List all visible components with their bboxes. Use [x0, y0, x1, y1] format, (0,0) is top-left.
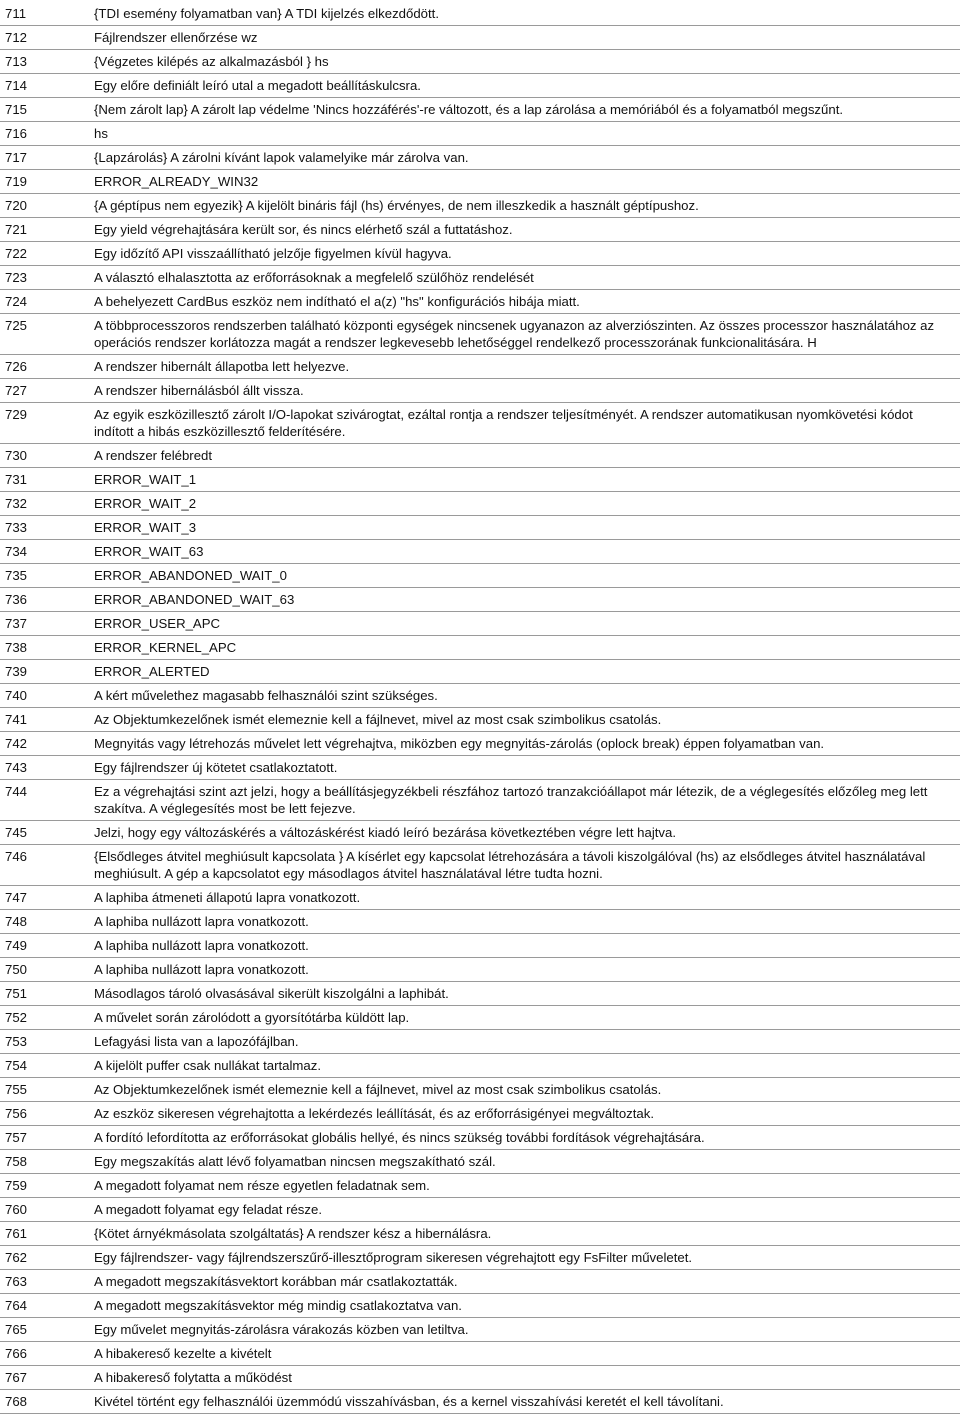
error-code-number: 758 [5, 1154, 28, 1169]
error-message-text: Az Objektumkezelőnek ismét elemeznie kell a fájlnevet, mivel az most csak szimbolikus csatolás. [94, 1082, 662, 1097]
error-code-number: 768 [5, 1394, 28, 1409]
error-code-number: 747 [5, 890, 28, 905]
error-code-number: 748 [5, 914, 28, 929]
table-row [0, 612, 960, 636]
error-code-number: 738 [5, 640, 28, 655]
table-row [0, 982, 960, 1006]
error-message-text: ERROR_ALREADY_WIN32 [94, 174, 259, 189]
error-code-number: 717 [5, 150, 28, 165]
error-message-text: {TDI esemény folyamatban van} A TDI kijelzés elkezdődött. [94, 6, 440, 21]
error-code-number: 723 [5, 270, 28, 285]
table-row [0, 821, 960, 845]
table-row [0, 266, 960, 290]
error-message-text: A megadott megszakításvektor még mindig csatlakoztatva van. [94, 1298, 462, 1313]
error-code-number: 735 [5, 568, 28, 583]
table-row [0, 934, 960, 958]
error-message-text: A választó elhalasztotta az erőforrásoknak a megfelelő szülőhöz rendelését [94, 270, 534, 285]
table-row [0, 314, 960, 355]
error-code-number: 746 [5, 849, 28, 864]
table-row [0, 910, 960, 934]
error-message-text: A laphiba nullázott lapra vonatkozott. [94, 962, 309, 977]
error-code-number: 750 [5, 962, 28, 977]
table-row [0, 1150, 960, 1174]
error-message-text: Egy megszakítás alatt lévő folyamatban nincsen megszakítható szál. [94, 1154, 496, 1169]
error-code-number: 719 [5, 174, 28, 189]
error-code-number: 724 [5, 294, 28, 309]
error-message-text: Egy előre definiált leíró utal a megadott beállításkulcsra. [94, 78, 421, 93]
table-row [0, 1198, 960, 1222]
error-message-text: ERROR_WAIT_2 [94, 496, 197, 511]
error-message-text: Egy időzítő API visszaállítható jelzője figyelmen kívül hagyva. [94, 246, 452, 261]
error-code-number: 760 [5, 1202, 28, 1217]
table-row [0, 780, 960, 821]
table-row [0, 540, 960, 564]
error-message-text: {Elsődleges átvitel meghiúsult kapcsolata } A kísérlet egy kapcsolat létrehozására a távoli kiszolgálóval (hs) az elsődleges átvitel használatával meghiúsult. A gép a kapcsolatot egy másodlagos átvitel használatával létre tudta hozni. [94, 849, 926, 881]
table-row [0, 50, 960, 74]
error-code-number: 745 [5, 825, 28, 840]
error-message-text: ERROR_ABANDONED_WAIT_0 [94, 568, 287, 583]
error-code-number: 749 [5, 938, 28, 953]
table-row [0, 218, 960, 242]
table-row [0, 886, 960, 910]
error-code-number: 737 [5, 616, 28, 631]
error-message-text: ERROR_WAIT_63 [94, 544, 204, 559]
error-message-text: Másodlagos tároló olvasásával sikerült kiszolgálni a laphibát. [94, 986, 449, 1001]
error-message-text: A hibakereső kezelte a kivételt [94, 1346, 272, 1361]
error-message-text: A rendszer hibernálásból állt vissza. [94, 383, 304, 398]
error-message-text: Kivétel történt egy felhasználói üzemmódú visszahívásban, és a kernel visszahívási keretét el kell távolítani. [94, 1394, 724, 1409]
error-message-text: A fordító lefordította az erőforrásokat globális hellyé, és nincs szükség további fordítások végrehajtására. [94, 1130, 705, 1145]
table-row [0, 492, 960, 516]
table-row [0, 516, 960, 540]
table-row [0, 845, 960, 886]
error-code-number: 725 [5, 318, 28, 333]
error-code-number: 765 [5, 1322, 28, 1337]
error-code-number: 713 [5, 54, 28, 69]
error-message-text: Az egyik eszközillesztő zárolt I/O-lapokat szivárogtat, ezáltal rontja a rendszer teljesítményét. A rendszer automatikusan nyomkövetési kódot indított a hibás eszközillesztő felderítésére. [94, 407, 913, 439]
table-row [0, 1270, 960, 1294]
error-code-number: 742 [5, 736, 28, 751]
error-message-text: {Kötet árnyékmásolata szolgáltatás} A rendszer kész a hibernálásra. [94, 1226, 492, 1241]
table-row [0, 1126, 960, 1150]
error-message-text: ERROR_ALERTED [94, 664, 210, 679]
error-message-text: {Végzetes kilépés az alkalmazásból } hs [94, 54, 329, 69]
table-row [0, 1030, 960, 1054]
error-code-number: 714 [5, 78, 28, 93]
table-row [0, 1174, 960, 1198]
table-row [0, 1390, 960, 1414]
table-row [0, 74, 960, 98]
error-message-text: {Lapzárolás} A zárolni kívánt lapok valamelyike már zárolva van. [94, 150, 469, 165]
error-code-number: 715 [5, 102, 28, 117]
error-code-number: 743 [5, 760, 28, 775]
error-code-number: 739 [5, 664, 28, 679]
table-row [0, 122, 960, 146]
table-row [0, 468, 960, 492]
table-row [0, 1054, 960, 1078]
table-row [0, 194, 960, 218]
error-code-number: 754 [5, 1058, 28, 1073]
table-row [0, 1318, 960, 1342]
error-code-number: 744 [5, 784, 28, 799]
error-message-text: A megadott folyamat egy feladat része. [94, 1202, 322, 1217]
table-row [0, 684, 960, 708]
table-row [0, 564, 960, 588]
error-code-number: 712 [5, 30, 28, 45]
table-row [0, 1006, 960, 1030]
table-row [0, 1102, 960, 1126]
error-code-number: 752 [5, 1010, 28, 1025]
error-code-number: 751 [5, 986, 28, 1001]
error-message-text: Lefagyási lista van a lapozófájlban. [94, 1034, 299, 1049]
table-row [0, 588, 960, 612]
error-message-text: A laphiba nullázott lapra vonatkozott. [94, 938, 309, 953]
table-row [0, 732, 960, 756]
table-row [0, 1246, 960, 1270]
error-message-text: A művelet során zárolódott a gyorsítótárba küldött lap. [94, 1010, 410, 1025]
error-code-number: 755 [5, 1082, 28, 1097]
error-message-text: ERROR_WAIT_1 [94, 472, 197, 487]
error-code-number: 766 [5, 1346, 28, 1361]
error-code-number: 730 [5, 448, 28, 463]
error-code-number: 731 [5, 472, 28, 487]
error-message-text: A többprocesszoros rendszerben található központi egységek nincsenek ugyanazon az alverziószinten. Az összes processzor használatához az operációs rendszer korlátozza magát a rendszer legkevesebb lehetőséggel rendelkező processzorának funkcionalitására. H [94, 318, 935, 350]
table-row [0, 636, 960, 660]
error-message-text: Egy művelet megnyitás-zárolásra várakozás közben van letiltva. [94, 1322, 469, 1337]
table-row [0, 290, 960, 314]
error-code-number: 762 [5, 1250, 28, 1265]
error-code-number: 720 [5, 198, 28, 213]
error-message-text: Egy fájlrendszer- vagy fájlrendszerszűrő-illesztőprogram sikeresen végrehajtott egy FsFilter műveletet. [94, 1250, 693, 1265]
error-message-text: A behelyezett CardBus eszköz nem indítható el a(z) "hs" konfigurációs hibája miatt. [94, 294, 580, 309]
error-message-text: Egy fájlrendszer új kötetet csatlakoztatott. [94, 760, 338, 775]
error-message-text: A kijelölt puffer csak nullákat tartalmaz. [94, 1058, 321, 1073]
error-message-text: A kért művelethez magasabb felhasználói szint szükséges. [94, 688, 438, 703]
table-row [0, 660, 960, 684]
error-code-number: 733 [5, 520, 28, 535]
error-message-text: A laphiba átmeneti állapotú lapra vonatkozott. [94, 890, 361, 905]
table-row [0, 1294, 960, 1318]
error-code-number: 763 [5, 1274, 28, 1289]
error-message-text: ERROR_KERNEL_APC [94, 640, 237, 655]
error-code-number: 729 [5, 407, 28, 422]
error-code-number: 764 [5, 1298, 28, 1313]
error-code-number: 721 [5, 222, 28, 237]
table-row [0, 1342, 960, 1366]
error-code-number: 761 [5, 1226, 28, 1241]
table-row [0, 1078, 960, 1102]
error-message-text: hs [94, 126, 108, 141]
error-code-number: 732 [5, 496, 28, 511]
error-code-number: 757 [5, 1130, 28, 1145]
table-row [0, 403, 960, 444]
error-message-text: A rendszer hibernált állapotba lett helyezve. [94, 359, 350, 374]
table-row [0, 355, 960, 379]
table-row [0, 1366, 960, 1390]
error-message-text: A laphiba nullázott lapra vonatkozott. [94, 914, 309, 929]
table-row [0, 146, 960, 170]
table-row [0, 98, 960, 122]
error-code-number: 711 [5, 6, 27, 21]
error-code-number: 753 [5, 1034, 28, 1049]
table-row [0, 708, 960, 732]
error-message-text: Az Objektumkezelőnek ismét elemeznie kell a fájlnevet, mivel az most csak szimbolikus csatolás. [94, 712, 662, 727]
error-message-text: A rendszer felébredt [94, 448, 213, 463]
error-message-text: Az eszköz sikeresen végrehajtotta a lekérdezés leállítását, és az erőforrásigényei megváltoztak. [94, 1106, 655, 1121]
table-row [0, 444, 960, 468]
error-message-text: ERROR_WAIT_3 [94, 520, 197, 535]
error-code-number: 756 [5, 1106, 28, 1121]
error-message-text: {Nem zárolt lap} A zárolt lap védelme 'Nincs hozzáférés'-re változott, és a lap zárolása a memóriából és a folyamatból megszűnt. [94, 102, 844, 117]
error-message-text: ERROR_ABANDONED_WAIT_63 [94, 592, 295, 607]
table-row [0, 379, 960, 403]
error-code-number: 722 [5, 246, 28, 261]
error-message-text: Egy yield végrehajtására került sor, és nincs elérhető szál a futtatáshoz. [94, 222, 513, 237]
error-code-number: 716 [5, 126, 28, 141]
error-message-text: A megadott megszakításvektort korábban már csatlakoztatták. [94, 1274, 458, 1289]
error-message-text: A megadott folyamat nem része egyetlen feladatnak sem. [94, 1178, 430, 1193]
error-message-text: Jelzi, hogy egy változáskérés a változáskérést kiadó leíró bezárása következtében végre lett hajtva. [94, 825, 677, 840]
error-code-number: 726 [5, 359, 28, 374]
table-row [0, 756, 960, 780]
error-code-number: 727 [5, 383, 28, 398]
error-message-text: ERROR_USER_APC [94, 616, 221, 631]
error-code-number: 734 [5, 544, 28, 559]
error-message-text: Ez a végrehajtási szint azt jelzi, hogy a beállításjegyzékbeli részfához tartozó tranzakcióállapot már létezik, de a véglegesítés előzőleg meg lett szakítva. A véglegesítés most be lett fejezve. [94, 784, 928, 816]
table-row [0, 1222, 960, 1246]
table-row [0, 0, 960, 26]
error-code-number: 741 [5, 712, 28, 727]
error-code-number: 740 [5, 688, 28, 703]
error-code-number: 736 [5, 592, 28, 607]
table-row [0, 170, 960, 194]
error-code-number: 767 [5, 1370, 28, 1385]
error-message-text: {A géptípus nem egyezik} A kijelölt bináris fájl (hs) érvényes, de nem illeszkedik a használt géptípushoz. [94, 198, 699, 213]
error-message-text: A hibakereső folytatta a működést [94, 1370, 292, 1385]
table-row [0, 958, 960, 982]
error-message-text: Fájlrendszer ellenőrzése wz [94, 30, 258, 45]
table-row [0, 242, 960, 266]
error-message-text: Megnyitás vagy létrehozás művelet lett végrehajtva, miközben egy megnyitás-zárolás (oplock break) éppen folyamatban van. [94, 736, 825, 751]
table-row [0, 26, 960, 50]
error-code-number: 759 [5, 1178, 28, 1193]
